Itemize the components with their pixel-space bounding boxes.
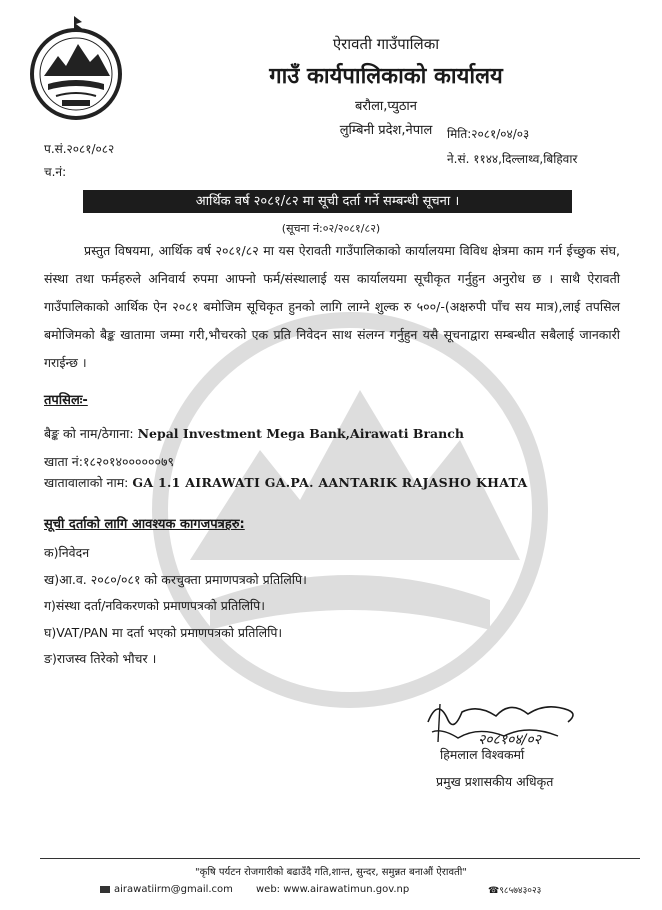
notice-body (44, 237, 620, 377)
signature-icon (418, 692, 588, 754)
signature-date: २०८१०४/०२ (478, 732, 541, 748)
bank-label: बैङ्क को नाम/ठेगाना: (44, 426, 138, 441)
footer-email (100, 884, 233, 895)
notice-title: आर्थिक वर्ष २०८१/८२ मा सूची दर्ता गर्ने सम्बन्धी सूचना । (83, 190, 572, 213)
holder-label: खातावालाको नाम: (44, 475, 133, 490)
holder-row (44, 474, 527, 491)
signer-designation: प्रमुख प्रशासकीय अधिकृत (436, 774, 554, 789)
bank-value: Nepal Investment Mega Bank,Airawati Branch (137, 426, 464, 441)
office-name: गाउँ कार्यपालिकाको कार्यालय (269, 64, 503, 89)
footer-slogan: "कृषि पर्यटन रोजगारीको बढाउँदै गति,शान्त, सुन्दर, समुन्नत बनाऔं ऐरावती" (195, 867, 467, 878)
chalan-number: च.नं: (44, 165, 67, 179)
documents-heading: सूची दर्ताको लागि आवश्यक कागजपत्रहरु: (44, 517, 245, 532)
letter-number: प.सं.२०८१/०८२ (44, 142, 115, 156)
email-text: airawatiirm@gmail.com (114, 884, 233, 895)
account-value: १८२०१४००००००७९ (82, 454, 174, 469)
signer-name: हिमलाल विश्वकर्मा (440, 747, 525, 762)
list-item: ङ)राजस्व तिरेको भौचर । (44, 651, 157, 666)
footer-web: web: www.airawatimun.gov.np (256, 884, 410, 895)
footer-divider (40, 858, 640, 859)
notice-number: (सूचना नं:०२/२०८१/८२) (281, 222, 381, 235)
org-name: ऐरावती गाउँपालिका (332, 35, 440, 53)
footer-phone: ☎९८५७४३०२३ (488, 886, 542, 896)
list-item: क)निवेदन (44, 545, 90, 560)
list-item: ग)संस्था दर्ता/नविकरणको प्रमाणपत्रको प्रतिलिपि। (44, 598, 266, 613)
office-province: लुम्बिनी प्रदेश,नेपाल (339, 123, 433, 138)
letter-date: मिति:२०८१/०४/०३ (447, 127, 530, 141)
mail-icon (100, 886, 110, 893)
notice-body-text: प्रस्तुत विषयमा, आर्थिक वर्ष २०८१/८२ मा यस ऐरावती गाउँपालिकाको कार्यालयमा विविध क्षेत्रमा काम गर्न ईच्छुक संघ, संस्था तथा फर्महरुले अनिवार्य रुपमा आफ्नो फर्म/संस्थालाई यस कार्यालयमा सूचीकृत गर्नुहुन अनुरोध छ । साथै ऐरावती गाउँपालिकाको आर्थिक ऐन २०८१ बमोजिम सूचिकृत हुनको लागि लाग्ने शुल्क रु ५००/-(अक्षरुपी पाँच सय मात्र),लाई तपसिल बमोजिमको बैङ्क खातामा जम्मा गरी,भौचरको एक प्रति निवेदन साथ संलग्न गर्नुहुन यसै सूचनाद्वारा सम्बन्धीत सबैलाई जानकारी गराईन्छ । (44, 243, 620, 370)
account-row (44, 453, 174, 470)
details-heading: तपसिलः- (44, 393, 88, 408)
list-item: ख)आ.व. २०८०/०८१ को करचुक्ता प्रमाणपत्रको प्रतिलिपि। (44, 571, 307, 587)
nepal-sambat-date: ने.सं. ११४४,दिल्लाथ्व,बिहिवार (447, 152, 578, 166)
list-item: घ)VAT/PAN मा दर्ता भएको प्रमाणपत्रको प्रतिलिपि। (44, 624, 283, 640)
holder-value: GA 1.1 AIRAWATI GA.PA. AANTARIK RAJASHO KHATA (132, 475, 528, 490)
bank-row (44, 425, 464, 442)
office-address: बरौला,प्युठान (354, 99, 417, 114)
account-label: खाता नं: (44, 454, 83, 469)
documents-list (44, 542, 307, 675)
